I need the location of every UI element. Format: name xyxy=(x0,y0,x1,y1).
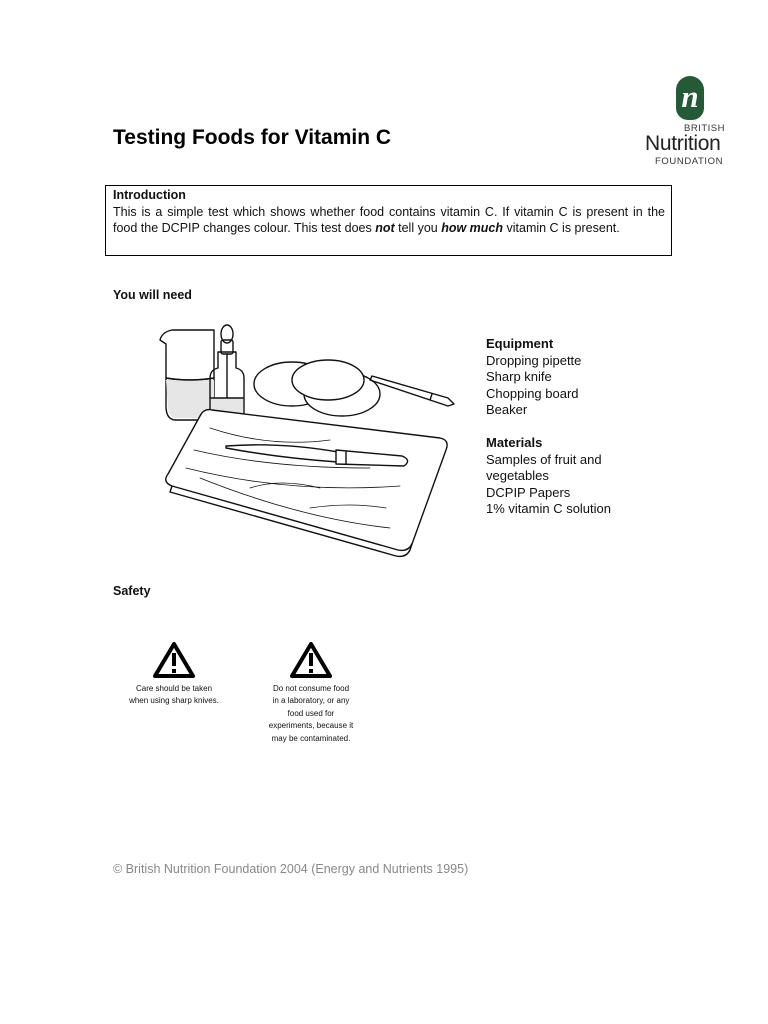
logo-line-foundation: FOUNDATION xyxy=(655,156,724,167)
intro-text-not: not xyxy=(375,221,395,235)
intro-text-how-much: how much xyxy=(441,221,504,235)
safety-sign-text: may be contaminated. xyxy=(271,733,351,743)
equipment-illustration xyxy=(150,318,470,558)
logo-line-british: BRITISH xyxy=(684,123,725,134)
safety-sign-food xyxy=(254,642,368,745)
equipment-item: Beaker xyxy=(486,402,528,417)
safety-sign-text: food used for xyxy=(287,708,335,718)
equipment-item: Chopping board xyxy=(486,385,579,401)
introduction-heading: Introduction xyxy=(113,188,186,202)
chopping-board-drawing xyxy=(166,410,447,557)
equipment-list xyxy=(486,336,581,419)
safety-sign-text: in a laboratory, or any xyxy=(272,696,350,705)
logo-mark: n xyxy=(676,76,704,120)
dropper-bottle-drawing xyxy=(210,325,244,420)
page-title: Testing Foods for Vitamin C xyxy=(113,126,392,149)
safety-sign-text: experiments, because it xyxy=(268,721,354,730)
materials-item: vegetables xyxy=(486,468,549,483)
pipette-drawing xyxy=(370,376,454,406)
beaker-drawing xyxy=(160,330,214,420)
dcpip-papers-drawing xyxy=(254,360,380,416)
logo-line-nutrition: Nutrition xyxy=(645,132,721,155)
materials-list xyxy=(486,435,611,518)
you-will-need-heading: You will need xyxy=(113,288,192,302)
equipment-item: Dropping pipette xyxy=(486,352,582,368)
materials-item: 1% vitamin C solution xyxy=(486,501,611,516)
intro-text-1: This is a simple test which shows whether food contains vitamin C. If vitamin C is present in the food the DCPIP changes colour. This test does xyxy=(113,204,665,235)
bnf-logo xyxy=(641,76,743,168)
materials-heading: Materials xyxy=(486,435,543,450)
equipment-item: Sharp knife xyxy=(486,369,552,384)
equipment-heading: Equipment xyxy=(486,336,554,351)
safety-heading: Safety xyxy=(113,584,151,598)
safety-sign-knives xyxy=(116,642,232,708)
materials-item: Samples of fruit and xyxy=(486,451,602,467)
introduction-box xyxy=(105,185,672,256)
intro-text-2: tell you xyxy=(394,221,442,235)
copyright-footer: © British Nutrition Foundation 2004 (Energy and Nutrients 1995) xyxy=(113,862,469,876)
warning-triangle-icon xyxy=(290,642,332,678)
safety-sign-text: when using sharp knives. xyxy=(129,696,219,705)
introduction-text xyxy=(113,204,665,237)
safety-sign-text: Care should be taken xyxy=(135,683,213,693)
intro-text-3: vitamin C is present. xyxy=(503,221,620,235)
materials-item: DCPIP Papers xyxy=(486,484,571,500)
warning-triangle-icon xyxy=(153,642,195,678)
safety-sign-text: Do not consume food xyxy=(272,683,350,693)
